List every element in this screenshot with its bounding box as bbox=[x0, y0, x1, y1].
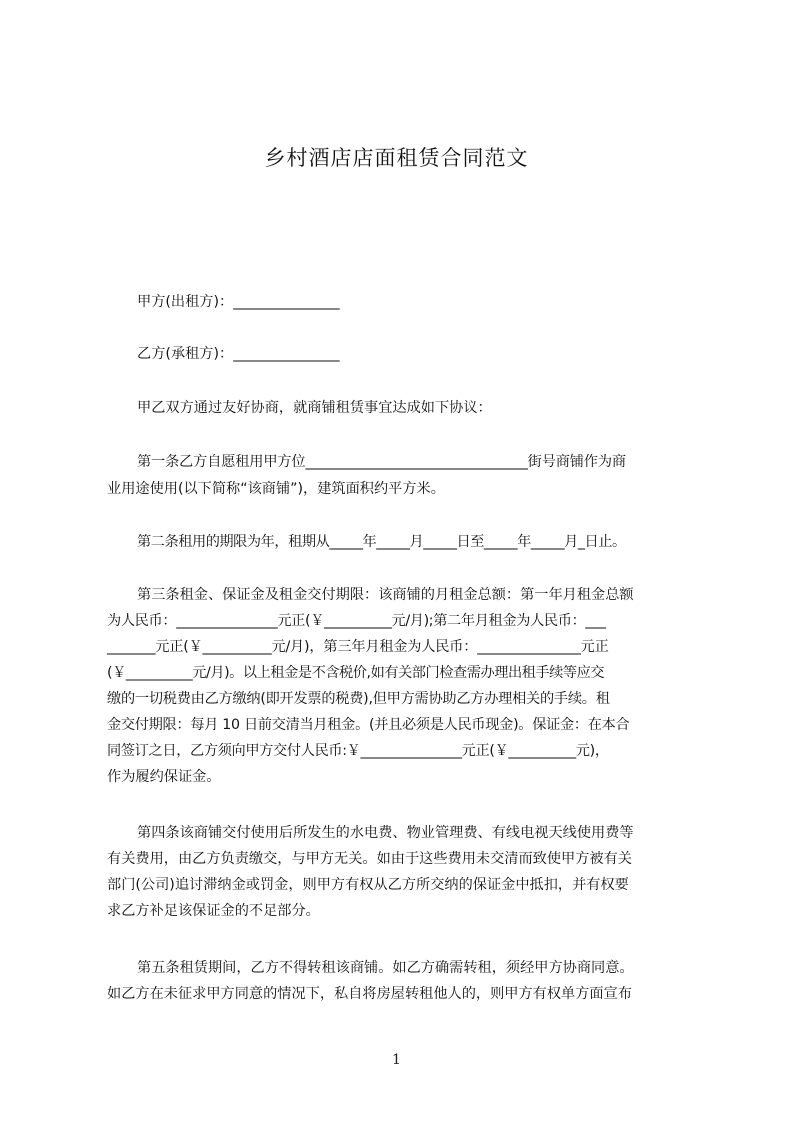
article-5-line-1: 第五条租赁期间，乙方不得转租该商铺。如乙方确需转租，须经甲方协商同意。 bbox=[137, 960, 634, 976]
intro-line: 甲乙双方通过友好协商，就商铺租赁事宜达成如下协议： bbox=[137, 400, 492, 416]
document-title: 乡村酒店店面租赁合同范文 bbox=[264, 146, 529, 170]
article-3-line-5: 缴的一切税费由乙方缴纳(即开发票的税费),但甲方需协助乙方办理相关的手续。租 bbox=[107, 691, 610, 707]
article-4-line-1: 第四条该商铺交付使用后所发生的水电费、物业管理费、有线电视天线使用费等 bbox=[137, 825, 634, 841]
article-5-line-2: 如乙方在未征求甲方同意的情况下，私自将房屋转租他人的，则甲方有权单方面宣布 bbox=[107, 986, 632, 1002]
article-4-line-4: 求乙方补足该保证金的不足部分。 bbox=[107, 903, 320, 919]
article-1-line-1: 第一条乙方自愿租用甲方位________________________________街号商铺作为商 bbox=[137, 454, 626, 470]
article-3-line-8: 作为履约保证金。 bbox=[107, 769, 221, 785]
article-3-line-3: _______元正(￥__________元/月)，第三年月租金为人民币：_______________元正 bbox=[107, 639, 609, 655]
article-3-line-6: 金交付期限：每月 10 日前交清当月租金。(并且必须是人民币现金)。保证金：在本合 bbox=[107, 717, 630, 733]
article-4-line-2: 有关费用，由乙方负责缴交，与甲方无关。如由于这些费用未交清而致使甲方被有关 bbox=[107, 851, 632, 867]
article-2-line-1: 第二条租用的期限为年，租期从_____年_____月_____日至_____年_____月_日止。 bbox=[137, 534, 626, 550]
page-number: 1 bbox=[392, 1052, 401, 1068]
article-3-line-2: 为人民币：_______________元正(￥__________元/月);第二年月租金为人民币：___ bbox=[107, 613, 606, 629]
article-3-line-7: 同签订之日，乙方须向甲方交付人民币:￥_______________元正(￥__________元)， bbox=[107, 743, 609, 759]
party-a-line: 甲方(出租方)：_______________ bbox=[137, 294, 340, 310]
party-b-line: 乙方(承租方)：_______________ bbox=[137, 346, 340, 362]
article-4-line-3: 部门(公司)追讨滞纳金或罚金，则甲方有权从乙方所交纳的保证金中抵扣，并有权要 bbox=[107, 877, 629, 893]
article-1-line-2: 业用途使用(以下简称“该商铺”)，建筑面积约平方米。 bbox=[107, 481, 445, 497]
article-3-line-1: 第三条租金、保证金及租金交付期限：该商铺的月租金总额：第一年月租金总额 bbox=[137, 587, 634, 603]
article-3-line-4: (￥__________元/月)。以上租金是不含税价,如有关部门检查需办理出租手续等应交 bbox=[107, 665, 605, 681]
